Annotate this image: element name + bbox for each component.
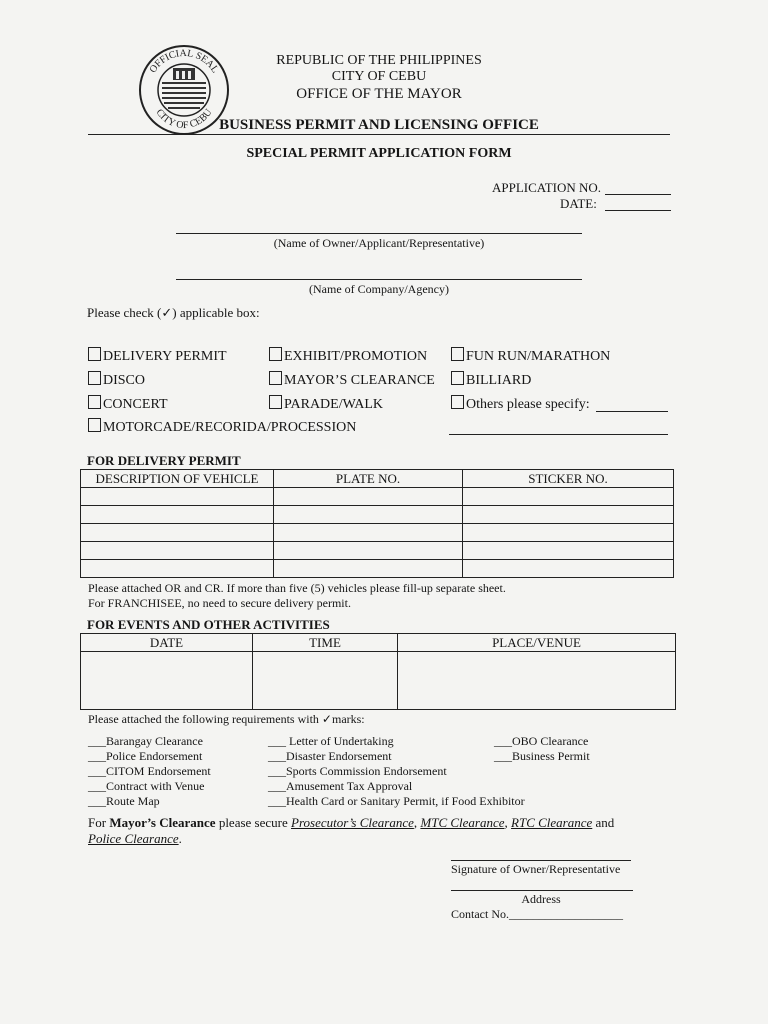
requirement-item[interactable]: ___Health Card or Sanitary Permit, if Food Exhibitor <box>268 794 525 808</box>
form-title: SPECIAL PERMIT APPLICATION FORM <box>246 146 512 161</box>
option-disco[interactable] <box>88 371 145 389</box>
table-cell[interactable] <box>81 560 274 578</box>
note-bold-text: Mayor’s Clearance <box>109 815 216 830</box>
requirement-item[interactable]: ___Business Permit <box>494 749 590 763</box>
col-header-venue: PLACE/VENUE <box>398 634 676 652</box>
requirement-item[interactable]: ___CITOM Endorsement <box>88 764 211 778</box>
option-concert[interactable] <box>88 395 168 413</box>
note-text: , <box>413 815 421 830</box>
checkbox-icon <box>269 371 282 385</box>
option-label: Others please specify: <box>466 397 590 412</box>
option-label: BILLIARD <box>466 373 532 388</box>
requirement-item[interactable]: ___Sports Commission Endorsement <box>268 764 447 778</box>
svg-text:CITY OF CEBU: CITY OF CEBU <box>153 107 215 132</box>
col-header-time: TIME <box>253 634 398 652</box>
header-divider <box>88 134 670 135</box>
requirement-item[interactable]: ___Contract with Venue <box>88 779 205 793</box>
table-cell[interactable] <box>274 524 463 542</box>
requirement-item[interactable]: ___Police Endorsement <box>88 749 203 763</box>
requirement-item[interactable]: ___Barangay Clearance <box>88 734 203 748</box>
table-cell[interactable] <box>81 524 274 542</box>
option-others[interactable] <box>451 395 590 413</box>
table-row <box>81 488 674 506</box>
requirements-column-3 <box>494 734 590 764</box>
delivery-table <box>80 469 674 578</box>
option-mayors-clearance[interactable] <box>269 371 435 389</box>
requirement-item[interactable]: ___Disaster Endorsement <box>268 749 392 763</box>
police-clearance-link: Police Clearance <box>88 831 179 846</box>
date-label: DATE: <box>560 196 597 211</box>
owner-name-caption: (Name of Owner/Applicant/Representative) <box>273 236 485 250</box>
application-no-field[interactable] <box>605 194 671 195</box>
table-cell[interactable] <box>463 488 674 506</box>
delivery-section-title: FOR DELIVERY PERMIT <box>87 453 241 468</box>
requirement-item[interactable]: ___Amusement Tax Approval <box>268 779 413 793</box>
office-heading: OFFICE OF THE MAYOR <box>296 86 462 102</box>
table-cell[interactable] <box>81 652 253 710</box>
checkbox-icon <box>88 395 101 409</box>
checkbox-icon <box>451 347 464 361</box>
table-header-row <box>81 470 674 488</box>
requirement-item[interactable]: ___OBO Clearance <box>494 734 589 748</box>
city-heading: CITY OF CEBU <box>331 69 427 84</box>
mtc-clearance-link: MTC Clearance <box>420 815 505 830</box>
date-field[interactable] <box>605 210 671 211</box>
others-specify-field-2[interactable] <box>449 434 668 435</box>
requirement-item[interactable]: ___ Letter of Undertaking <box>268 734 394 748</box>
table-cell[interactable] <box>463 560 674 578</box>
rtc-clearance-link: RTC Clearance <box>511 815 593 830</box>
table-cell[interactable] <box>81 488 274 506</box>
note-text: For <box>88 815 110 830</box>
republic-heading: REPUBLIC OF THE PHILIPPINES <box>276 53 482 68</box>
requirements-column-1 <box>88 734 211 809</box>
signature-label: Signature of Owner/Representative <box>451 862 621 876</box>
option-delivery-permit[interactable] <box>88 347 227 365</box>
address-field[interactable] <box>451 890 633 891</box>
svg-text:OFFICIAL SEAL: OFFICIAL SEAL <box>147 47 221 76</box>
note-text: please secure <box>215 815 291 830</box>
table-header-row <box>81 634 676 652</box>
col-header-date: DATE <box>81 634 253 652</box>
events-section-title: FOR EVENTS AND OTHER ACTIVITIES <box>87 617 330 632</box>
col-header-plate: PLATE NO. <box>274 470 463 488</box>
contact-no-field[interactable]: Contact No.___________________ <box>451 907 623 921</box>
owner-name-field[interactable] <box>176 233 582 234</box>
table-row <box>81 652 676 710</box>
option-billiard[interactable] <box>451 371 531 389</box>
option-label: MAYOR’S CLEARANCE <box>284 373 435 388</box>
checkbox-icon <box>88 371 101 385</box>
table-cell[interactable] <box>81 542 274 560</box>
checkbox-icon <box>269 347 282 361</box>
application-no-label: APPLICATION NO. <box>492 180 602 195</box>
requirements-column-2 <box>268 734 525 809</box>
table-cell[interactable] <box>398 652 676 710</box>
requirements-instruction: Please attached the following requirements with ✓marks: <box>88 712 365 726</box>
table-row <box>81 524 674 542</box>
table-cell[interactable] <box>274 488 463 506</box>
option-label: DISCO <box>103 373 146 388</box>
table-cell[interactable] <box>81 506 274 524</box>
delivery-note-franchisee: For FRANCHISEE, no need to secure delivery permit. <box>88 596 351 610</box>
option-exhibit-promotion[interactable] <box>269 347 427 365</box>
signature-field[interactable] <box>451 860 631 861</box>
checkbox-icon <box>269 395 282 409</box>
prosecutors-clearance-link: Prosecutor’s Clearance <box>291 815 414 830</box>
note-text: and <box>592 815 615 830</box>
table-cell[interactable] <box>274 542 463 560</box>
table-cell[interactable] <box>463 542 674 560</box>
option-label: FUN RUN/MARATHON <box>466 349 611 364</box>
checkbox-icon <box>451 371 464 385</box>
note-text: , <box>504 815 512 830</box>
mayors-clearance-note <box>88 815 648 847</box>
events-table <box>80 633 676 710</box>
requirement-item[interactable]: ___Route Map <box>88 794 160 808</box>
option-label: CONCERT <box>103 397 168 412</box>
check-instruction: Please check (✓) applicable box: <box>87 305 260 320</box>
option-motorcade[interactable] <box>88 418 356 436</box>
table-cell[interactable] <box>274 506 463 524</box>
delivery-note-or-cr: Please attached OR and CR. If more than five (5) vehicles please fill-up separate sheet. <box>88 581 506 595</box>
table-row <box>81 542 674 560</box>
company-name-caption: (Name of Company/Agency) <box>309 282 449 296</box>
table-cell[interactable] <box>463 506 674 524</box>
option-label: MOTORCADE/RECORIDA/PROCESSION <box>103 420 357 435</box>
option-label: PARADE/WALK <box>284 397 384 412</box>
note-text: . <box>178 831 182 846</box>
table-row <box>81 506 674 524</box>
checkbox-icon <box>88 418 101 432</box>
checkbox-icon <box>451 395 464 409</box>
col-header-sticker: STICKER NO. <box>463 470 674 488</box>
option-label: EXHIBIT/PROMOTION <box>284 349 428 364</box>
table-cell[interactable] <box>253 652 398 710</box>
others-specify-field[interactable] <box>596 411 668 412</box>
checkbox-icon <box>88 347 101 361</box>
table-cell[interactable] <box>274 560 463 578</box>
table-row <box>81 560 674 578</box>
table-cell[interactable] <box>463 524 674 542</box>
address-label: Address <box>521 892 561 906</box>
col-header-vehicle: DESCRIPTION OF VEHICLE <box>81 470 274 488</box>
bplo-heading: BUSINESS PERMIT AND LICENSING OFFICE <box>219 117 539 133</box>
option-parade-walk[interactable] <box>269 395 383 413</box>
company-name-field[interactable] <box>176 279 582 280</box>
option-fun-run[interactable] <box>451 347 610 365</box>
option-label: DELIVERY PERMIT <box>103 349 227 364</box>
